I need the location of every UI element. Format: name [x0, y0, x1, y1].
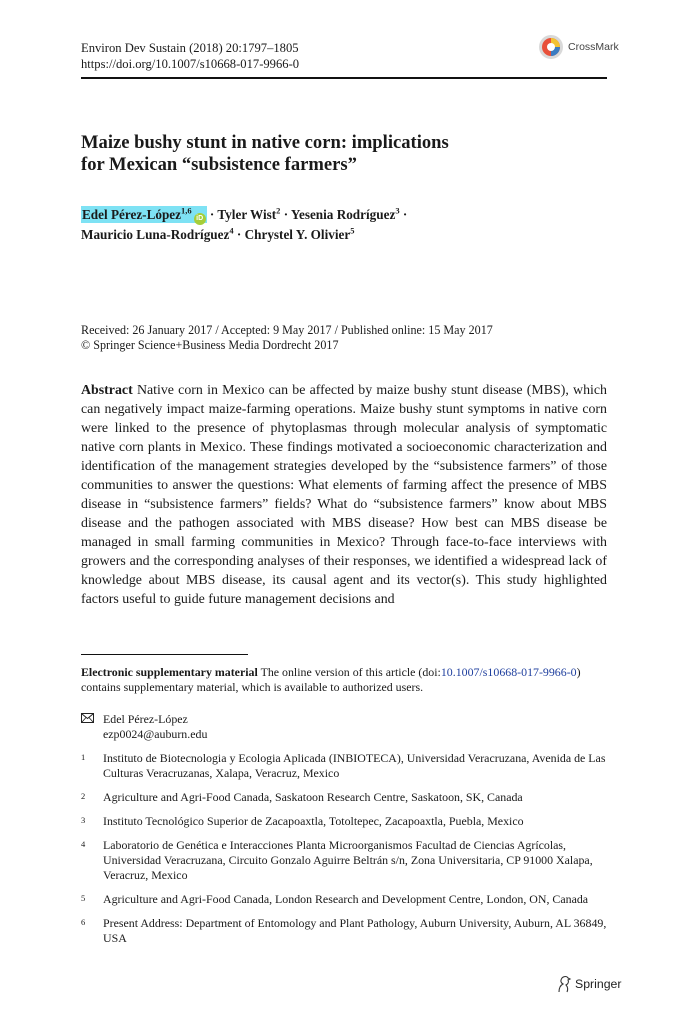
affiliation-text: Agriculture and Agri-Food Canada, Saskatoon Research Centre, Saskatoon, SK, Canada [103, 790, 523, 804]
affiliation-text: Instituto Tecnológico Superior de Zacapoaxtla, Totoltepec, Zacapoaxtla, Puebla, Mexico [103, 814, 524, 828]
author-affil-sup: 2 [276, 205, 281, 216]
running-header [81, 40, 299, 72]
author-line-2 [81, 225, 607, 244]
author-name[interactable]: Mauricio Luna-Rodríguez [81, 227, 230, 242]
crossmark-label: CrossMark [568, 41, 619, 53]
author-separator: · [399, 207, 408, 222]
title-line-1: Maize bushy stunt in native corn: implications [81, 132, 449, 153]
title-line-2: for Mexican “subsistence farmers” [81, 154, 357, 175]
abstract-text: Native corn in Mexico can be affected by maize bushy stunt disease (MBS), which can negatively impact maize-farming operations. Maize bushy stunt symptoms in native corn were linked to the presence of phytoplasmas through molecular analysis of symptomatic native corn plants in Mexico. These findings motivated a socioeconomic characterization and identification of the management strategies developed by the “subsistence farmers” of those communities to answer the questions: What elements of farming affect the presence of MBS disease in “subsistence farmers” fields? What do “subsistence farmers” know about MBS disease and the pathogen associated with MBS disease? How best can MBS disease be managed in small farming communities in Mexico? Through face-to-face interviews with growers and the corresponding analyses of their responses, we identified a widespread lack of knowledge about MBS disease, its causal agent and its vector(s). This study highlighted factors useful to guide future management decisions and [81, 383, 607, 607]
copyright-line: © Springer Science+Business Media Dordrecht 2017 [81, 338, 339, 352]
affiliation-text: Present Address: Department of Entomology and Plant Pathology, Auburn University, Auburn, AL 36849, USA [103, 916, 607, 945]
corresponding-contact [81, 712, 207, 742]
envelope-icon [81, 713, 94, 723]
author-list [81, 205, 607, 244]
crossmark-badge[interactable] [538, 34, 619, 60]
affiliation-number: 2 [81, 791, 86, 801]
affiliation-item [81, 916, 607, 946]
affiliation-number: 5 [81, 893, 86, 903]
supplementary-note [81, 665, 621, 695]
contact-name: Edel Pérez-López [103, 712, 188, 726]
affiliation-item [81, 790, 607, 805]
author-separator: · [206, 207, 218, 222]
springer-horse-icon [556, 975, 572, 993]
doi-link[interactable]: https://doi.org/10.1007/s10668-017-9966-0 [81, 57, 300, 71]
affiliation-number: 6 [81, 917, 86, 927]
affiliation-item [81, 814, 607, 829]
affiliation-item [81, 751, 607, 781]
author-name[interactable]: Tyler Wist [217, 207, 277, 222]
author-name[interactable]: Chrystel Y. Olivier [244, 227, 351, 242]
affiliations [81, 751, 607, 955]
abstract [81, 381, 607, 609]
supplementary-doi-link[interactable]: 10.1007/s10668-017-9966-0 [440, 665, 577, 679]
author-separator: · [233, 227, 245, 242]
author-affil-sup: 1,6 [181, 205, 192, 216]
header-rule [81, 77, 607, 79]
supplementary-label: Electronic supplementary material [81, 665, 258, 679]
orcid-icon[interactable]: iD [194, 213, 206, 225]
supplementary-text-before: The online version of this article (doi: [260, 665, 441, 679]
affiliation-text: Instituto de Biotecnologia y Ecologia Aplicada (INBIOTECA), Universidad Veracruzana, Avenida de Las Culturas Veracruzanas, Xalapa, Veracruz, Mexico [103, 751, 606, 780]
affiliation-item [81, 892, 607, 907]
author-name: Edel Pérez-López [82, 207, 181, 222]
affiliation-text: Laboratorio de Genética e Interacciones Planta Microorganismos Facultad de Ciencias Agrícolas, Universidad Veracruzana, Circuito Gonzalo Aguirre Beltrán s/n, Zona Universitaria, CP 91000 Xalapa, Veracruz, Mexico [103, 838, 593, 882]
author-separator: · [280, 207, 291, 222]
affiliation-item [81, 838, 607, 883]
contact-email[interactable]: ezp0024@auburn.edu [103, 727, 208, 741]
affiliation-number: 1 [81, 752, 86, 762]
author-affil-sup: 5 [350, 225, 355, 236]
footnote-rule [81, 654, 248, 655]
publisher-name: Springer [575, 977, 622, 991]
publisher-logo [556, 975, 621, 993]
article-title [81, 132, 607, 176]
publication-dates [81, 323, 607, 353]
affiliation-number: 4 [81, 839, 86, 849]
author-line-1 [81, 205, 607, 225]
supplementary-text-after: ) contains supplementary material, which is available to authorized users. [81, 665, 581, 694]
author-corresponding[interactable] [81, 206, 207, 223]
journal-citation: Environ Dev Sustain (2018) 20:1797–1805 [81, 41, 299, 55]
author-affil-sup: 3 [395, 205, 400, 216]
author-affil-sup: 4 [229, 225, 234, 236]
history-dates: Received: 26 January 2017 / Accepted: 9 May 2017 / Published online: 15 May 2017 [81, 323, 493, 337]
abstract-label: Abstract [81, 383, 133, 398]
crossmark-icon [538, 34, 564, 60]
affiliation-number: 3 [81, 815, 86, 825]
author-name[interactable]: Yesenia Rodríguez [290, 207, 396, 222]
affiliation-text: Agriculture and Agri-Food Canada, London Research and Development Centre, London, ON, Canada [103, 892, 589, 906]
